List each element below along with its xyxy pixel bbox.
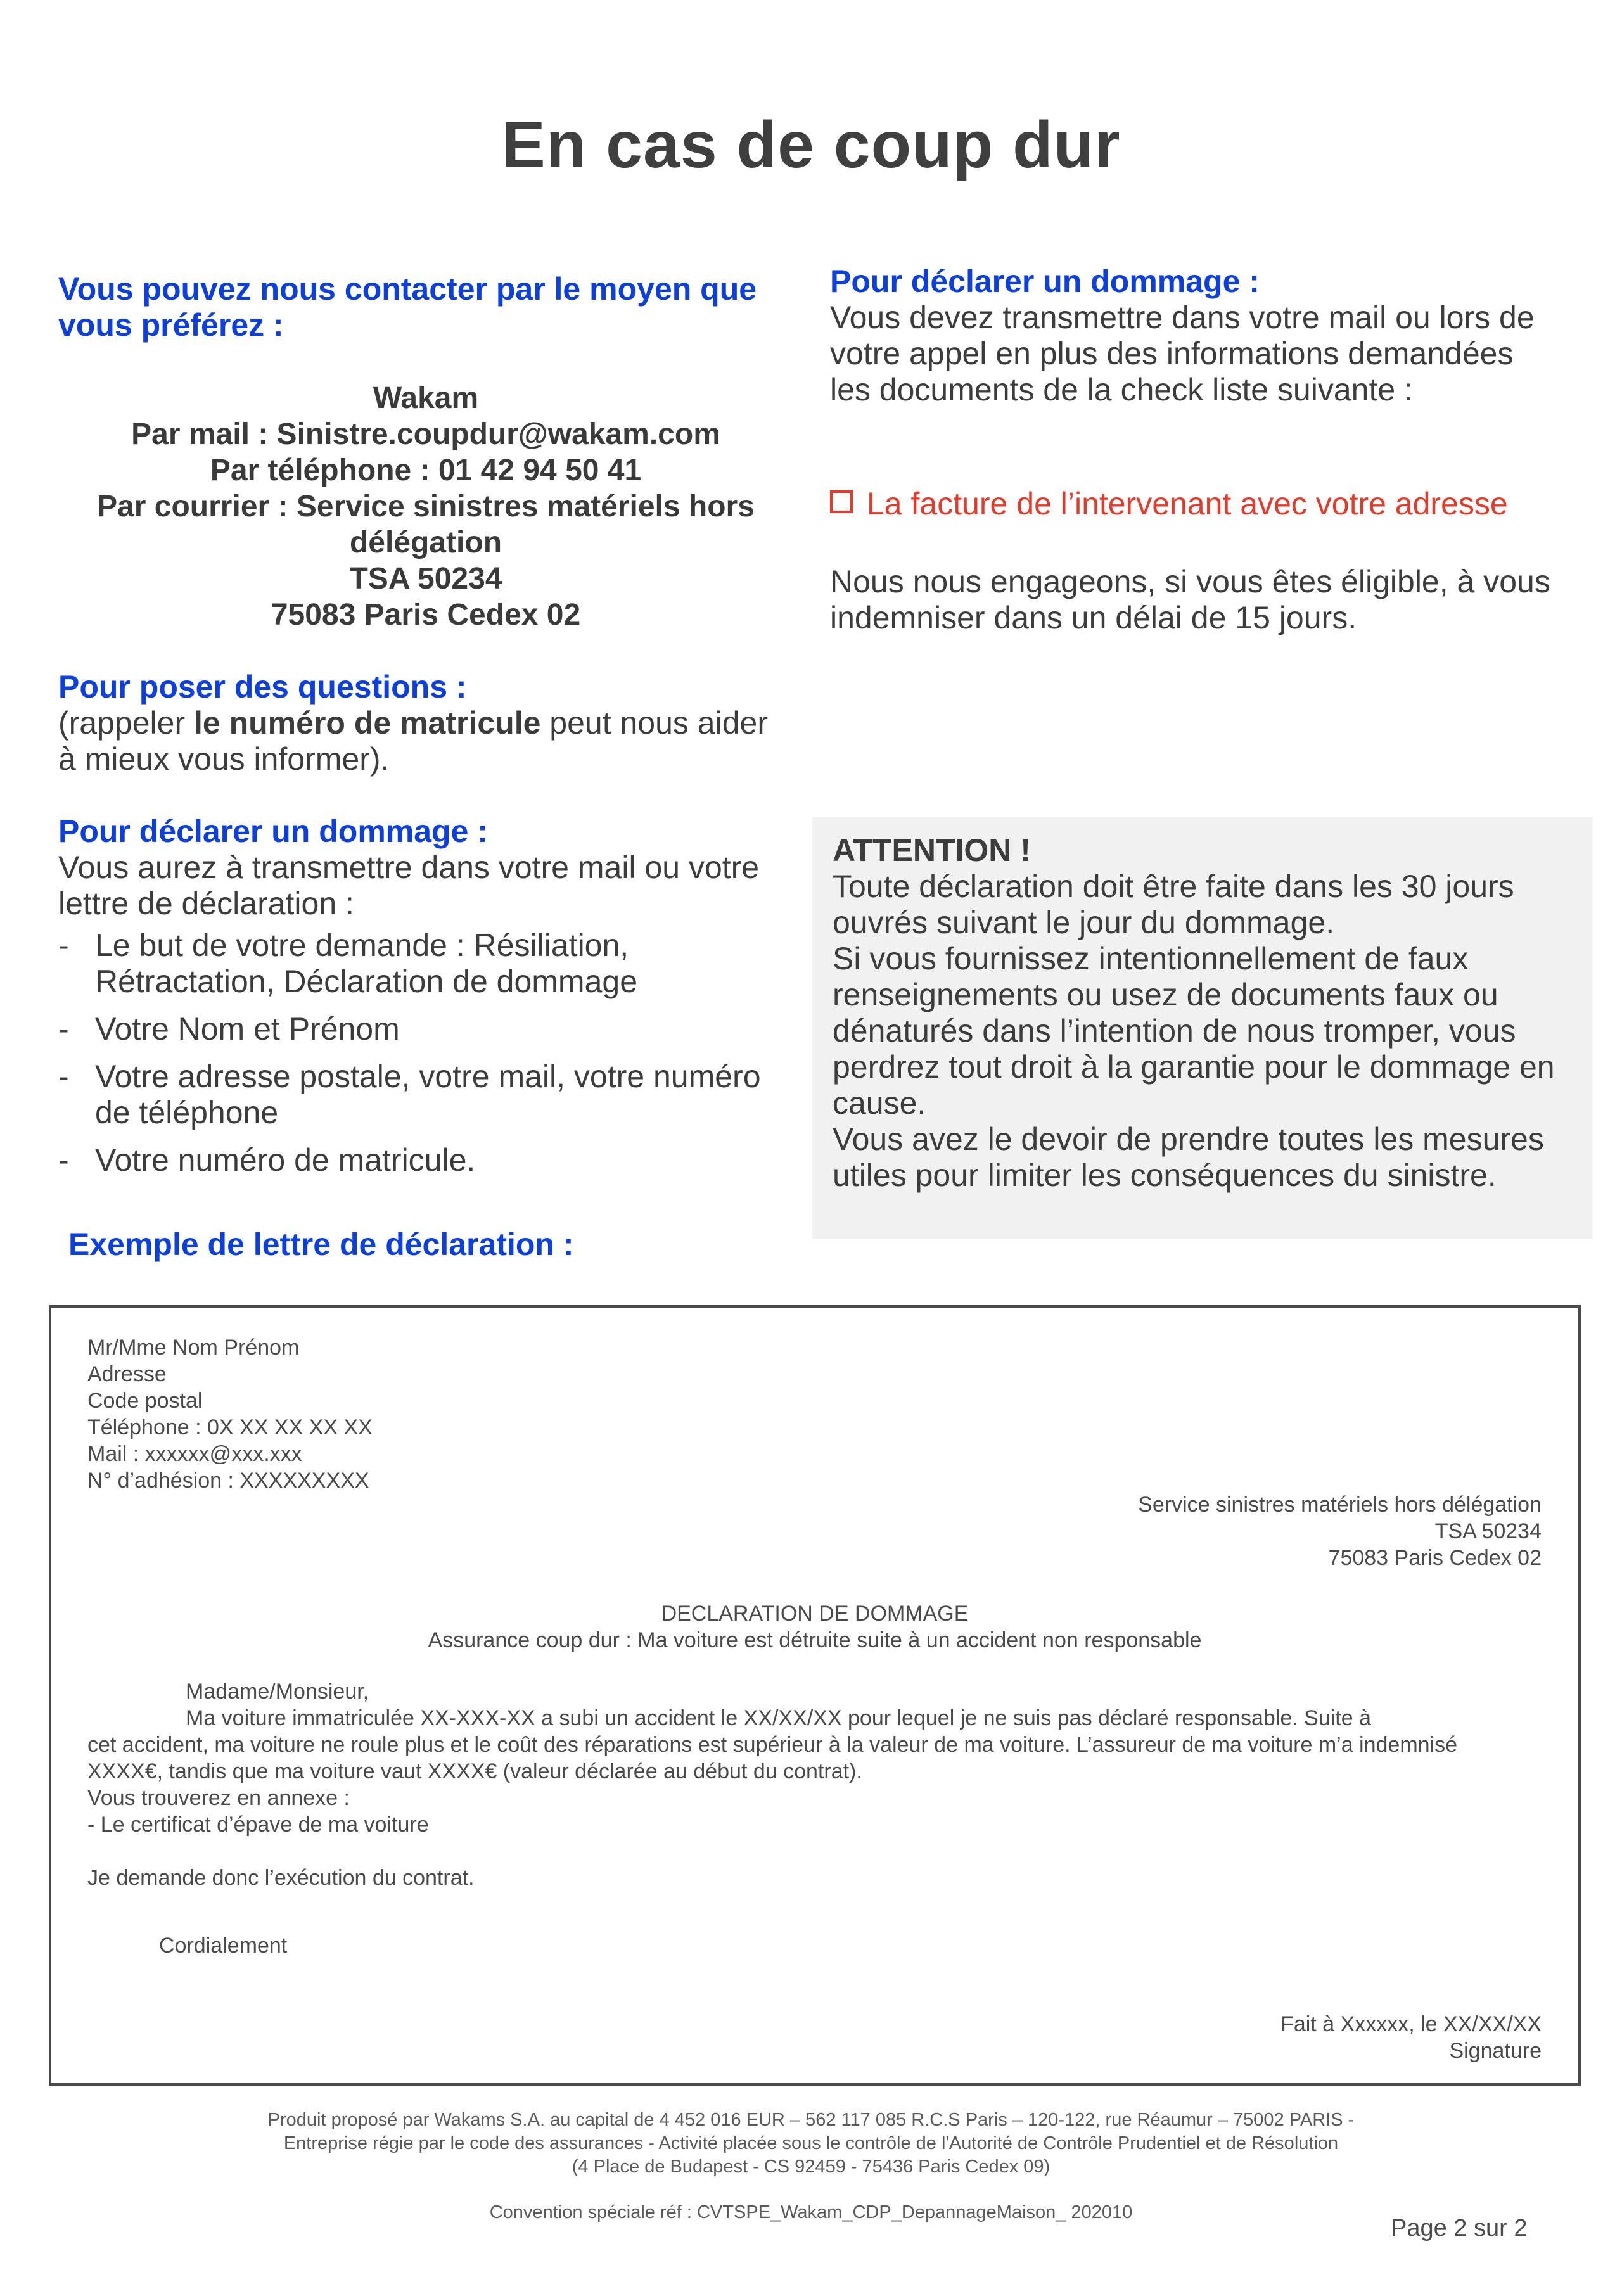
sender-phone: Téléphone : 0X XX XX XX XX (87, 1415, 373, 1439)
attention-title: ATTENTION ! (833, 832, 1031, 868)
questions-heading: Pour poser des questions : (58, 669, 467, 705)
commitment-text: Nous nous engageons, si vous êtes éligible, à vous indemniser dans un délai de 15 jours. (830, 564, 1550, 635)
questions-text-pre: (rappeler (58, 705, 194, 741)
list-item (58, 1059, 762, 1131)
checkbox-icon (830, 490, 853, 513)
footer-line-1: Produit proposé par Wakams S.A. au capital de 4 452 016 EUR – 562 117 085 R.C.S Paris – 120-122, rue Réaumur – 75002 PARIS - (267, 2110, 1355, 2130)
list-dash: - (58, 1142, 69, 1178)
recipient-city: 75083 Paris Cedex 02 (1328, 1546, 1542, 1570)
checklist-item (830, 486, 1590, 522)
footer-line-2: Entreprise régie par le code des assurances - Activité placée sous le contrôle de l'Autorité de Contrôle Prudentiel et de Résolution (283, 2133, 1339, 2153)
declare-intro-left: Vous aurez à transmettre dans votre mail ou votre lettre de déclaration : (58, 850, 760, 921)
letter-annex-item: - Le certificat d’épave de ma voiture (87, 1813, 429, 1837)
page-title: En cas de coup dur (501, 108, 1121, 182)
list-item-text: Le but de votre demande : Résiliation, Rétractation, Déclaration de dommage (95, 928, 638, 999)
questions-text-post: peut nous aider à mieux vous informer). (58, 705, 768, 777)
footer-line-3: (4 Place de Budapest - CS 92459 - 75436 Paris Cedex 09) (572, 2157, 1050, 2177)
list-item-text: Votre numéro de matricule. (95, 1142, 476, 1178)
declare-list (58, 928, 762, 1190)
recipient-tsa: TSA 50234 (1434, 1519, 1542, 1543)
contact-tsa: TSA 50234 (349, 562, 502, 596)
list-item (58, 1011, 762, 1047)
letter-example (49, 1305, 1581, 2086)
letter-annex-intro: Vous trouverez en annexe : (87, 1786, 350, 1810)
contact-phone[interactable]: Par téléphone : 01 42 94 50 41 (210, 454, 642, 487)
attention-line-3: Vous avez le devoir de prendre toutes les mesures utiles pour limiter les conséquences du sinistre. (833, 1121, 1544, 1193)
declare-heading-right: Pour déclarer un dommage : (830, 264, 1260, 299)
letter-body-rest: cet accident, ma voiture ne roule plus et le coût des réparations est supérieur à la valeur de ma voiture. L’assureur de ma voiture m’a indemnisé XXXX€, tandis que ma voiture vaut XXXX€ (valeur déclarée au début du contrat). (87, 1733, 1458, 1783)
list-dash: - (58, 928, 69, 963)
declare-text-right: Vous devez transmettre dans votre mail ou lors de votre appel en plus des informations demandées les documents de la check liste suivante : (830, 300, 1535, 407)
questions-text-bold: le numéro de matricule (194, 705, 541, 741)
letter-closing: Cordialement (159, 1934, 288, 1958)
contact-city: 75083 Paris Cedex 02 (271, 598, 581, 632)
checklist-item-text: La facture de l’intervenant avec votre adresse (867, 486, 1508, 521)
footer-legal (0, 2108, 1622, 2179)
list-item-text: Votre adresse postale, votre mail, votre numéro de téléphone (95, 1059, 761, 1130)
letter-salutation: Madame/Monsieur, (186, 1680, 369, 1704)
subject-text: Assurance coup dur : Ma voiture est détruite suite à un accident non responsable (428, 1628, 1202, 1652)
list-dash: - (58, 1011, 69, 1047)
letter-place-date: Fait à Xxxxxx, le XX/XX/XX (1280, 2012, 1542, 2036)
page-number: Page 2 sur 2 (1391, 2215, 1528, 2242)
list-item (58, 928, 762, 1000)
letter-signature: Signature (1449, 2039, 1542, 2063)
footer-convention: Convention spéciale réf : CVTSPE_Wakam_CDP_DepannageMaison_ 202010 (489, 2202, 1133, 2223)
contact-mail-line: Par courrier : Service sinistres matériels hors (97, 490, 755, 523)
list-item-text: Votre Nom et Prénom (95, 1011, 400, 1047)
attention-line-2: Si vous fournissez intentionnellement de faux renseignements ou usez de documents faux ou dénaturés dans l’intention de nous tromper, vous perdrez tout droit à la garantie pour le dommage en cause. (833, 941, 1555, 1121)
contact-block (58, 380, 793, 633)
contact-mail-line-2: délégation (349, 526, 502, 559)
sender-email: Mail : xxxxxx@xxx.xxx (87, 1442, 302, 1466)
sender-postal-code: Code postal (87, 1389, 203, 1413)
letter-sender (87, 1334, 594, 1494)
list-dash: - (58, 1059, 69, 1094)
example-heading: Exemple de lettre de déclaration : (68, 1227, 574, 1262)
letter-subject (51, 1600, 1578, 1654)
letter-signoff (1035, 2011, 1542, 2064)
list-item (58, 1142, 762, 1178)
letter-body (87, 1678, 1557, 1891)
declare-heading-left: Pour déclarer un dommage : (58, 813, 488, 849)
contact-heading: Vous pouvez nous contacter par le moyen que vous préférez : (58, 271, 757, 343)
contact-email[interactable]: Par mail : Sinistre.coupdur@wakam.com (131, 418, 720, 451)
sender-membership: N° d’adhésion : XXXXXXXXX (87, 1469, 369, 1493)
attention-box (812, 817, 1593, 1239)
questions-text (58, 705, 781, 777)
subject-title: DECLARATION DE DOMMAGE (661, 1602, 969, 1626)
attention-line-1: Toute déclaration doit être faite dans les 30 jours ouvrés suivant le jour du dommage. (833, 869, 1514, 940)
contact-company: Wakam (373, 381, 479, 415)
letter-body-first: Ma voiture immatriculée XX-XXX-XX a subi un accident le XX/XX/XX pour lequel je ne suis pas déclaré responsable. Suite à (186, 1706, 1371, 1730)
sender-name: Mr/Mme Nom Prénom (87, 1336, 300, 1360)
sender-address: Adresse (87, 1362, 167, 1386)
letter-recipient (781, 1491, 1542, 1571)
recipient-service: Service sinistres matériels hors délégation (1138, 1493, 1542, 1517)
letter-request: Je demande donc l’exécution du contrat. (87, 1866, 475, 1890)
